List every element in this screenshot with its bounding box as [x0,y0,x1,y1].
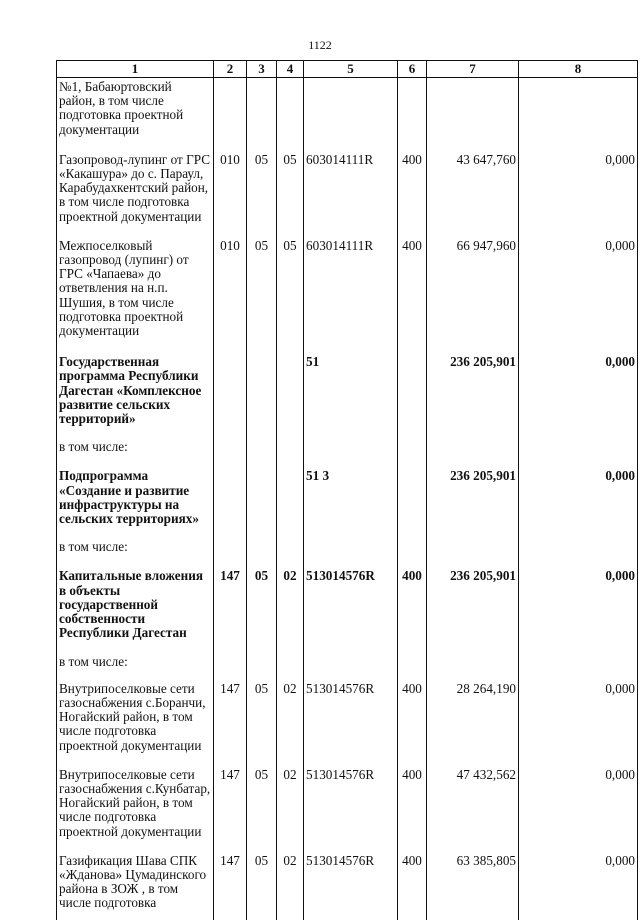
amount-2-cell [519,434,638,461]
ministry-code-cell: 147 [214,762,247,848]
subsection-cell: 02 [277,762,304,848]
section-cell [247,347,277,434]
header-col-2: 2 [214,61,247,78]
target-article-cell: 513014576R [304,848,398,920]
table-row [57,762,638,848]
table-row [57,561,638,648]
amount-cell [427,534,519,561]
amount-2-cell: 0,000 [519,461,638,534]
ministry-code-cell [214,347,247,434]
name-cell: в том числе: [57,534,214,561]
name-cell: Подпрограмма «Создание и развитие инфраструктуры на сельских территориях» [57,461,214,534]
ministry-code-cell [214,649,247,676]
target-article-cell: 603014111R [304,147,398,233]
header-col-7: 7 [427,61,519,78]
amount-cell: 47 432,562 [427,762,519,848]
section-cell [247,434,277,461]
section-cell: 05 [247,676,277,762]
header-col-6: 6 [398,61,427,78]
subsection-cell: 02 [277,676,304,762]
subsection-cell [277,534,304,561]
target-article-cell [304,78,398,147]
amount-cell [427,78,519,147]
expense-type-cell [398,461,427,534]
name-cell: №1, Бабаюртовский район, в том числе подготовка проектной документации [57,78,214,147]
section-cell [247,78,277,147]
name-cell: Межпоселковый газопровод (лупинг) от ГРС «Чапаева» до ответвления на н.п. Шушия, в том числе подготовка проектной документации [57,233,214,347]
name-cell: Государственная программа Республики Дагестан «Комплексное развитие сельских территорий» [57,347,214,434]
amount-cell: 63 385,805 [427,848,519,920]
subsection-cell [277,434,304,461]
ministry-code-cell [214,434,247,461]
target-article-cell: 513014576R [304,561,398,648]
amount-2-cell: 0,000 [519,147,638,233]
target-article-cell: 603014111R [304,233,398,347]
name-cell: Внутрипоселковые сети газоснабжения с.Кунбатар, Ногайский район, в том числе подготовка проектной документации [57,762,214,848]
amount-2-cell [519,78,638,147]
section-cell: 05 [247,848,277,920]
subsection-cell: 02 [277,561,304,648]
target-article-cell: 513014576R [304,762,398,848]
expense-type-cell: 400 [398,848,427,920]
name-cell: Газопровод-лупинг от ГРС «Какашура» до с. Параул, Карабудахкентский район, в том числе подготовка проектной документации [57,147,214,233]
table-row [57,534,638,561]
amount-cell: 236 205,901 [427,461,519,534]
amount-cell [427,649,519,676]
section-cell [247,649,277,676]
section-cell: 05 [247,233,277,347]
amount-cell: 236 205,901 [427,561,519,648]
table-row [57,147,638,233]
amount-cell: 66 947,960 [427,233,519,347]
target-article-cell [304,649,398,676]
amount-2-cell: 0,000 [519,347,638,434]
expense-type-cell [398,649,427,676]
amount-cell [427,434,519,461]
subsection-cell: 05 [277,233,304,347]
name-cell: в том числе: [57,434,214,461]
subsection-cell [277,347,304,434]
amount-cell: 28 264,190 [427,676,519,762]
expense-type-cell: 400 [398,147,427,233]
ministry-code-cell: 147 [214,676,247,762]
table-row [57,848,638,920]
expense-type-cell: 400 [398,561,427,648]
header-col-4: 4 [277,61,304,78]
subsection-cell [277,649,304,676]
table-row [57,434,638,461]
target-article-cell: 51 [304,347,398,434]
amount-2-cell: 0,000 [519,762,638,848]
header-row [57,61,638,78]
table-row [57,461,638,534]
amount-2-cell: 0,000 [519,233,638,347]
target-article-cell: 513014576R [304,676,398,762]
section-cell [247,534,277,561]
ministry-code-cell: 010 [214,233,247,347]
section-cell: 05 [247,147,277,233]
table-row [57,347,638,434]
expense-type-cell [398,534,427,561]
amount-2-cell [519,649,638,676]
table-row [57,78,638,147]
target-article-cell [304,434,398,461]
table-row [57,233,638,347]
header-col-3: 3 [247,61,277,78]
amount-cell: 236 205,901 [427,347,519,434]
amount-2-cell: 0,000 [519,848,638,920]
header-col-8: 8 [519,61,638,78]
expense-type-cell: 400 [398,676,427,762]
target-article-cell: 51 3 [304,461,398,534]
expense-type-cell: 400 [398,233,427,347]
amount-2-cell: 0,000 [519,676,638,762]
ministry-code-cell [214,461,247,534]
expense-type-cell [398,78,427,147]
expense-type-cell: 400 [398,762,427,848]
amount-2-cell [519,534,638,561]
expense-type-cell [398,434,427,461]
header-col-1: 1 [57,61,214,78]
page-number: 1122 [308,38,332,52]
name-cell: Капитальные вложения в объекты государственной собственности Республики Дагестан [57,561,214,648]
subsection-cell: 02 [277,848,304,920]
section-cell [247,461,277,534]
expense-type-cell [398,347,427,434]
ministry-code-cell: 010 [214,147,247,233]
section-cell: 05 [247,561,277,648]
name-cell: в том числе: [57,649,214,676]
subsection-cell: 05 [277,147,304,233]
table-row [57,649,638,676]
section-cell: 05 [247,762,277,848]
target-article-cell [304,534,398,561]
amount-cell: 43 647,760 [427,147,519,233]
header-col-5: 5 [304,61,398,78]
ministry-code-cell: 147 [214,848,247,920]
budget-table [56,60,638,920]
table-row [57,676,638,762]
name-cell: Газификация Шава СПК «Жданова» Цумадинского района в ЗОЖ , в том числе подготовка [57,848,214,920]
amount-2-cell: 0,000 [519,561,638,648]
subsection-cell [277,461,304,534]
ministry-code-cell [214,534,247,561]
name-cell: Внутрипоселковые сети газоснабжения с.Боранчи, Ногайский район, в том числе подготовка проектной документации [57,676,214,762]
subsection-cell [277,78,304,147]
ministry-code-cell: 147 [214,561,247,648]
ministry-code-cell [214,78,247,147]
